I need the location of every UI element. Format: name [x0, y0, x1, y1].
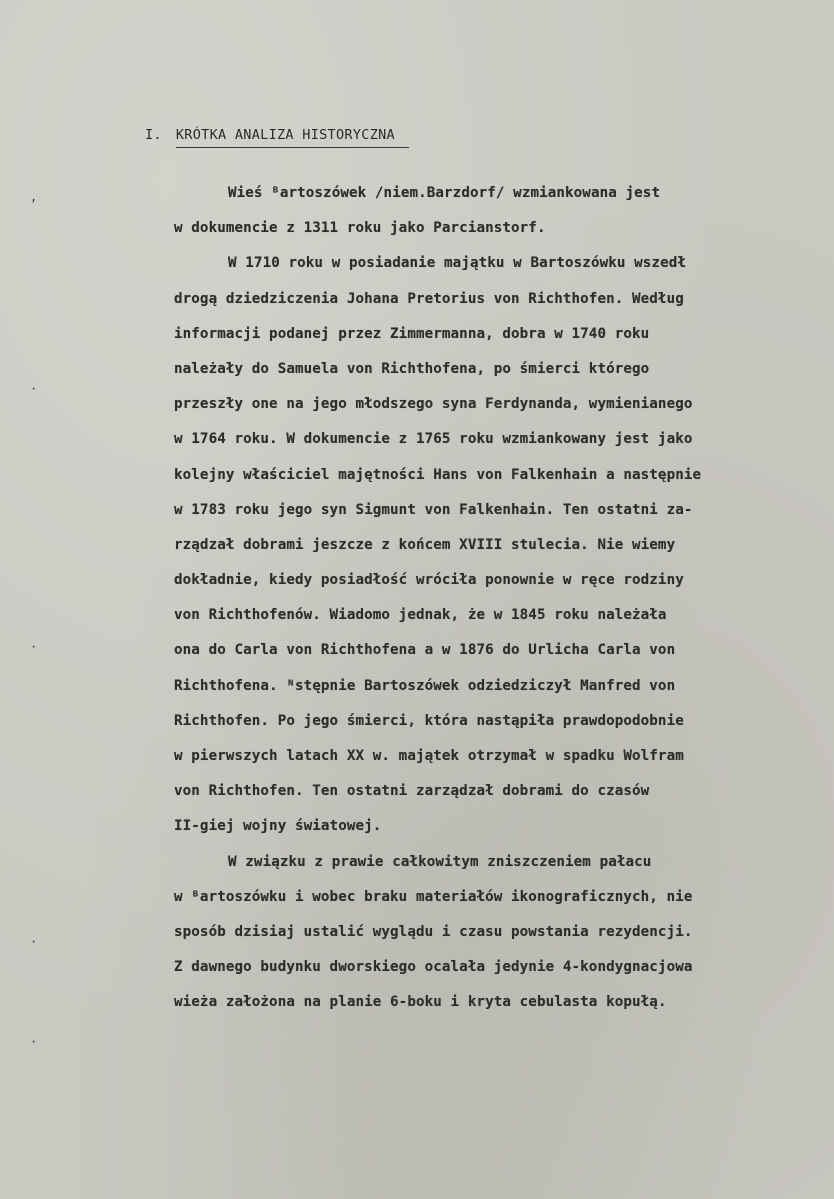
paragraph-line: sposób dzisiaj ustalić wyglądu i czasu powstania rezydencji. — [174, 923, 693, 940]
section-number: I. — [145, 127, 162, 143]
margin-mark: · — [30, 1035, 38, 1049]
body-text — [174, 176, 822, 1021]
paragraph-line: w pierwszych latach XX w. majątek otrzymał w spadku Wolfram — [174, 748, 684, 764]
paragraph-line: W 1710 roku w posiadanie majątku w Bartoszówku wszedł — [228, 255, 687, 272]
paragraph-line: informacji podanej przez Zimmermanna, dobra w 1740 roku — [174, 325, 650, 342]
paragraph-line: rządzał dobrami jeszcze z końcem XVIII stulecia. Nie wiemy — [174, 536, 676, 553]
paragraph-line: w dokumencie z 1311 roku jako Parcianstorf. — [174, 220, 546, 237]
margin-mark: · — [30, 640, 38, 654]
paragraph-line: Richthofen. Po jego śmierci, która nastąpiła prawdopodobnie — [174, 712, 684, 729]
paragraph-line: von Richthofen. Ten ostatni zarządzał dobrami do czasów — [174, 783, 650, 800]
paragraph-line: Wieś ᴮartoszówek /niem.Barzdorf/ wzmiankowana jest — [228, 185, 661, 201]
paragraph-line: w 1783 roku jego syn Sigmunt von Falkenhain. Ten ostatni za- — [174, 501, 693, 518]
section-heading — [145, 127, 409, 143]
paragraph-line: von Richthofenów. Wiadomo jednak, że w 1845 roku należała — [174, 607, 667, 624]
paragraph-line: kolejny właściciel majętności Hans von Falkenhain a następnie — [174, 466, 702, 483]
paragraph-line: w ᴮartoszówku i wobec braku materiałów ikonograficznych, nie — [174, 888, 693, 905]
paragraph-line: drogą dziedziczenia Johana Pretorius von Richthofen. Według — [174, 290, 684, 307]
paragraph-line: II-giej wojny światowej. — [174, 818, 382, 835]
margin-mark: · — [30, 935, 38, 949]
paragraph-line: Z dawnego budynku dworskiego ocalała jedynie 4-kondygnacjowa — [174, 959, 693, 976]
paragraph-line: wieża założona na planie 6-boku i kryta cebulasta kopułą. — [174, 994, 667, 1011]
paragraph-line: w 1764 roku. W dokumencie z 1765 roku wzmiankowany jest jako — [174, 431, 693, 448]
section-title: KRÓTKA ANALIZA HISTORYCZNA — [176, 127, 409, 148]
paragraph-line: Richthofena. ᴺstępnie Bartoszówek odziedziczył Manfred von — [174, 677, 676, 694]
paragraph-line: dokładnie, kiedy posiadłość wróciła ponownie w ręce rodziny — [174, 572, 684, 589]
paragraph-line: ona do Carla von Richthofena a w 1876 do Urlicha Carla von — [174, 642, 676, 659]
paragraph-line: przeszły one na jego młodszego syna Ferdynanda, wymienianego — [174, 396, 693, 413]
paragraph-line: należały do Samuela von Richthofena, po śmierci którego — [174, 360, 650, 377]
paragraph-line: W związku z prawie całkowitym zniszczeniem pałacu — [228, 853, 652, 870]
margin-mark: ‚ — [30, 190, 38, 204]
margin-mark: · — [30, 382, 38, 396]
